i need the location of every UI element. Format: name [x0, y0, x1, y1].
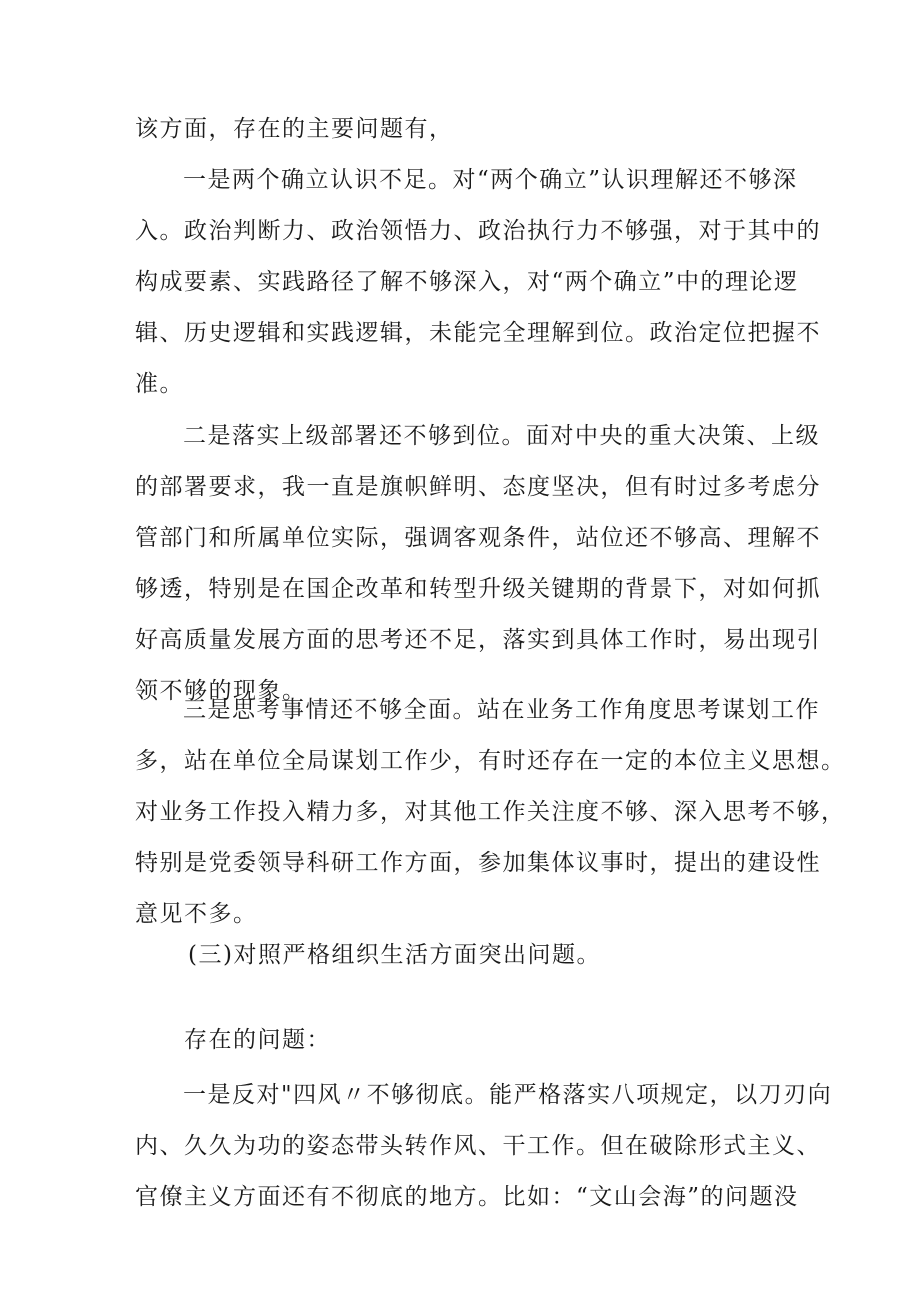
paragraph-4 [135, 1070, 833, 1223]
paragraph-2-line: 领不够的现象。 [135, 678, 307, 704]
paragraph-2-line: 好高质量发展方面的思考还不足，落实到具体工作时，易出现引 [135, 627, 821, 653]
paragraph-3-line: 多，站在单位全局谋划工作少，有时还存在一定的本位主义思想。 [135, 748, 846, 774]
paragraph-1-line: 辑、历史逻辑和实践逻辑，未能完全理解到位。政治定位把握不 [135, 320, 821, 346]
paragraph-3 [135, 685, 846, 940]
paragraph-1-line: 入。政治判断力、政治领悟力、政治执行力不够强，对于其中的 [135, 218, 821, 244]
paragraph-3-line: 特别是党委领导科研工作方面，参加集体议事时，提出的建设性 [135, 850, 821, 876]
paragraph-4-line: 内、久久为功的姿态带头转作风、干工作。但在破除形式主义、 [135, 1133, 821, 1159]
paragraph-2-line: 的部署要求，我一直是旗帜鲜明、态度坚决，但有时过多考虑分 [135, 474, 821, 500]
paragraph-2 [135, 411, 821, 717]
paragraph-1-line: 准。 [135, 371, 184, 397]
paragraph-3-line: 意见不多。 [135, 901, 258, 927]
section-heading [188, 930, 853, 981]
paragraph-1-line: 一是两个确立认识不足。对“两个确立”认识理解还不够深 [183, 167, 798, 193]
paragraph-1-line: 构成要素、实践路径了解不够深入，对“两个确立”中的理论逻 [135, 269, 799, 295]
sub-heading [184, 1015, 849, 1066]
paragraph-3-line: 三是思考事情还不够全面。站在业务工作角度思考谋划工作 [183, 697, 820, 723]
paragraph-4-line: 一是反对"四风〃不够彻底。能严格落实八项规定，以刀刃向 [183, 1082, 833, 1108]
paragraph-1 [135, 155, 821, 410]
paragraph-2-line: 管部门和所属单位实际，强调客观条件，站位还不够高、理解不 [135, 525, 821, 551]
paragraph-2-line: 二是落实上级部署还不够到位。面对中央的重大决策、上级 [183, 423, 820, 449]
sub-heading-text: 存在的问题： [184, 1027, 331, 1053]
paragraph-3-line: 对业务工作投入精力多，对其他工作关注度不够、深入思考不够， [135, 799, 846, 825]
section-heading-text: (三)对照严格组织生活方面突出问题。 [188, 942, 601, 968]
paragraph-2-line: 够透，特别是在国企改革和转型升级关键期的背景下，对如何抓 [135, 576, 821, 602]
paragraph-4-line: 官僚主义方面还有不彻底的地方。比如：“文山会海”的问题没 [135, 1184, 799, 1210]
intro-line [135, 104, 800, 155]
intro-text: 该方面，存在的主要问题有， [135, 116, 454, 142]
